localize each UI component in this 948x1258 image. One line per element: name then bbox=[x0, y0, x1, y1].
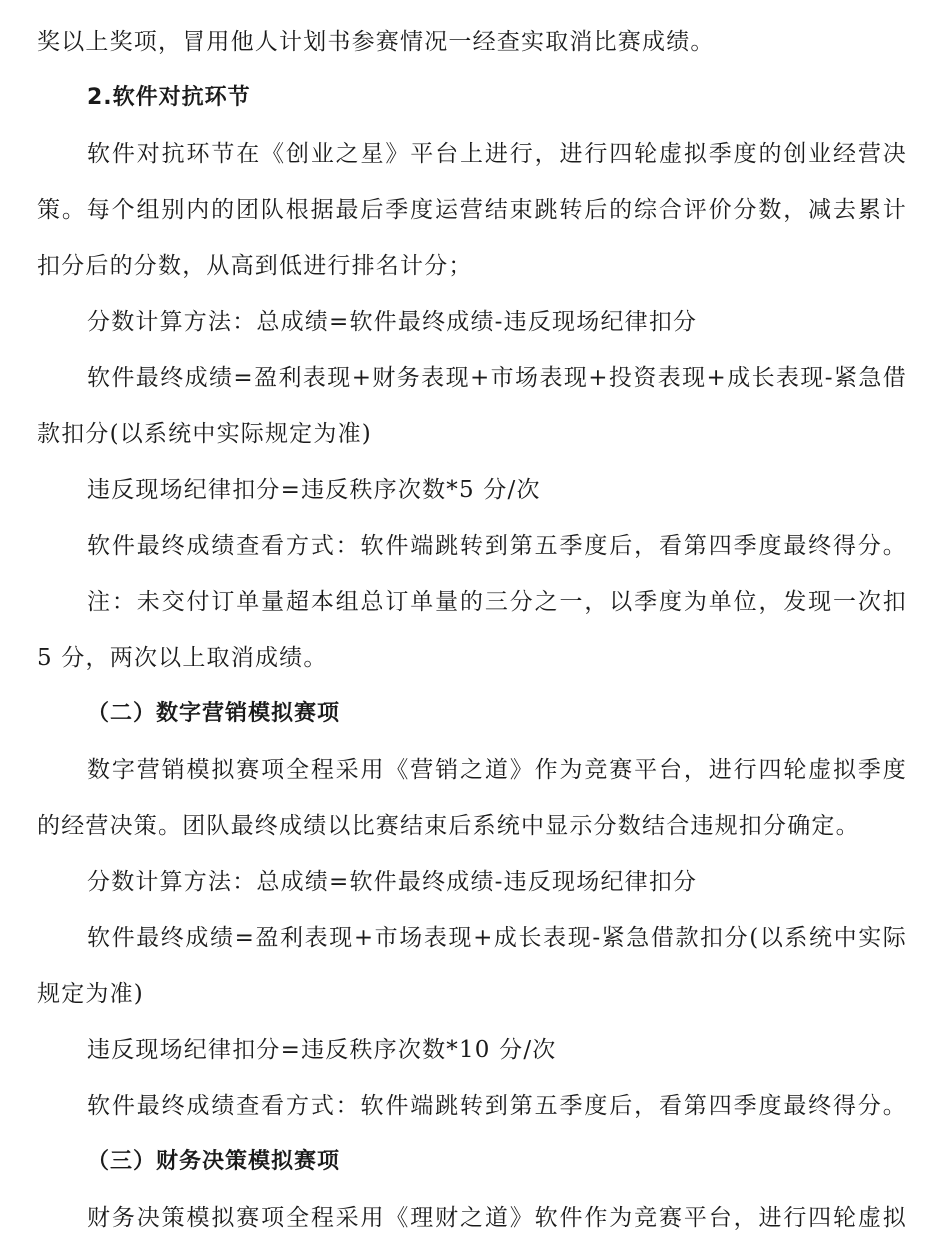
paragraph-line: 奖以上奖项，冒用他人计划书参赛情况一经查实取消比赛成绩。 bbox=[37, 29, 715, 55]
paragraph-line: 扣分后的分数，从高到低进行排名计分； bbox=[37, 253, 473, 279]
paragraph-line: 数字营销模拟赛项全程采用《营销之道》作为竞赛平台，进行四轮虚拟季度 bbox=[87, 757, 907, 783]
section-heading: 2.软件对抗环节 bbox=[87, 85, 251, 110]
paragraph-line: 软件最终成绩=盈利表现+财务表现+市场表现+投资表现+成长表现-紧急借 bbox=[87, 365, 907, 391]
paragraph-line: 款扣分(以系统中实际规定为准) bbox=[37, 421, 372, 447]
paragraph-line: 财务决策模拟赛项全程采用《理财之道》软件作为竞赛平台，进行四轮虚拟 bbox=[87, 1205, 907, 1231]
section-heading: （二）数字营销模拟赛项 bbox=[87, 701, 341, 726]
paragraph-line: 软件最终成绩查看方式：软件端跳转到第五季度后，看第四季度最终得分。 bbox=[87, 1093, 907, 1119]
paragraph-line: 软件对抗环节在《创业之星》平台上进行，进行四轮虚拟季度的创业经营决 bbox=[87, 141, 907, 167]
paragraph-line: 分数计算方法：总成绩=软件最终成绩-违反现场纪律扣分 bbox=[87, 869, 698, 895]
paragraph-line: 规定为准) bbox=[37, 981, 144, 1007]
paragraph-line: 分数计算方法：总成绩=软件最终成绩-违反现场纪律扣分 bbox=[87, 309, 698, 335]
paragraph-line: 5 分，两次以上取消成绩。 bbox=[37, 645, 328, 671]
paragraph-line: 注：未交付订单量超本组总订单量的三分之一，以季度为单位，发现一次扣 bbox=[87, 589, 907, 615]
paragraph-line: 违反现场纪律扣分=违反秩序次数*5 分/次 bbox=[87, 477, 541, 503]
paragraph-line: 违反现场纪律扣分=违反秩序次数*10 分/次 bbox=[87, 1037, 557, 1063]
paragraph-line: 的经营决策。团队最终成绩以比赛结束后系统中显示分数结合违规扣分确定。 bbox=[37, 813, 860, 839]
paragraph-line: 软件最终成绩=盈利表现+市场表现+成长表现-紧急借款扣分(以系统中实际 bbox=[87, 925, 907, 951]
paragraph-line: 软件最终成绩查看方式：软件端跳转到第五季度后，看第四季度最终得分。 bbox=[87, 533, 907, 559]
paragraph-line: 策。每个组别内的团队根据最后季度运营结束跳转后的综合评价分数，减去累计 bbox=[37, 197, 907, 223]
section-heading: （三）财务决策模拟赛项 bbox=[87, 1149, 341, 1174]
